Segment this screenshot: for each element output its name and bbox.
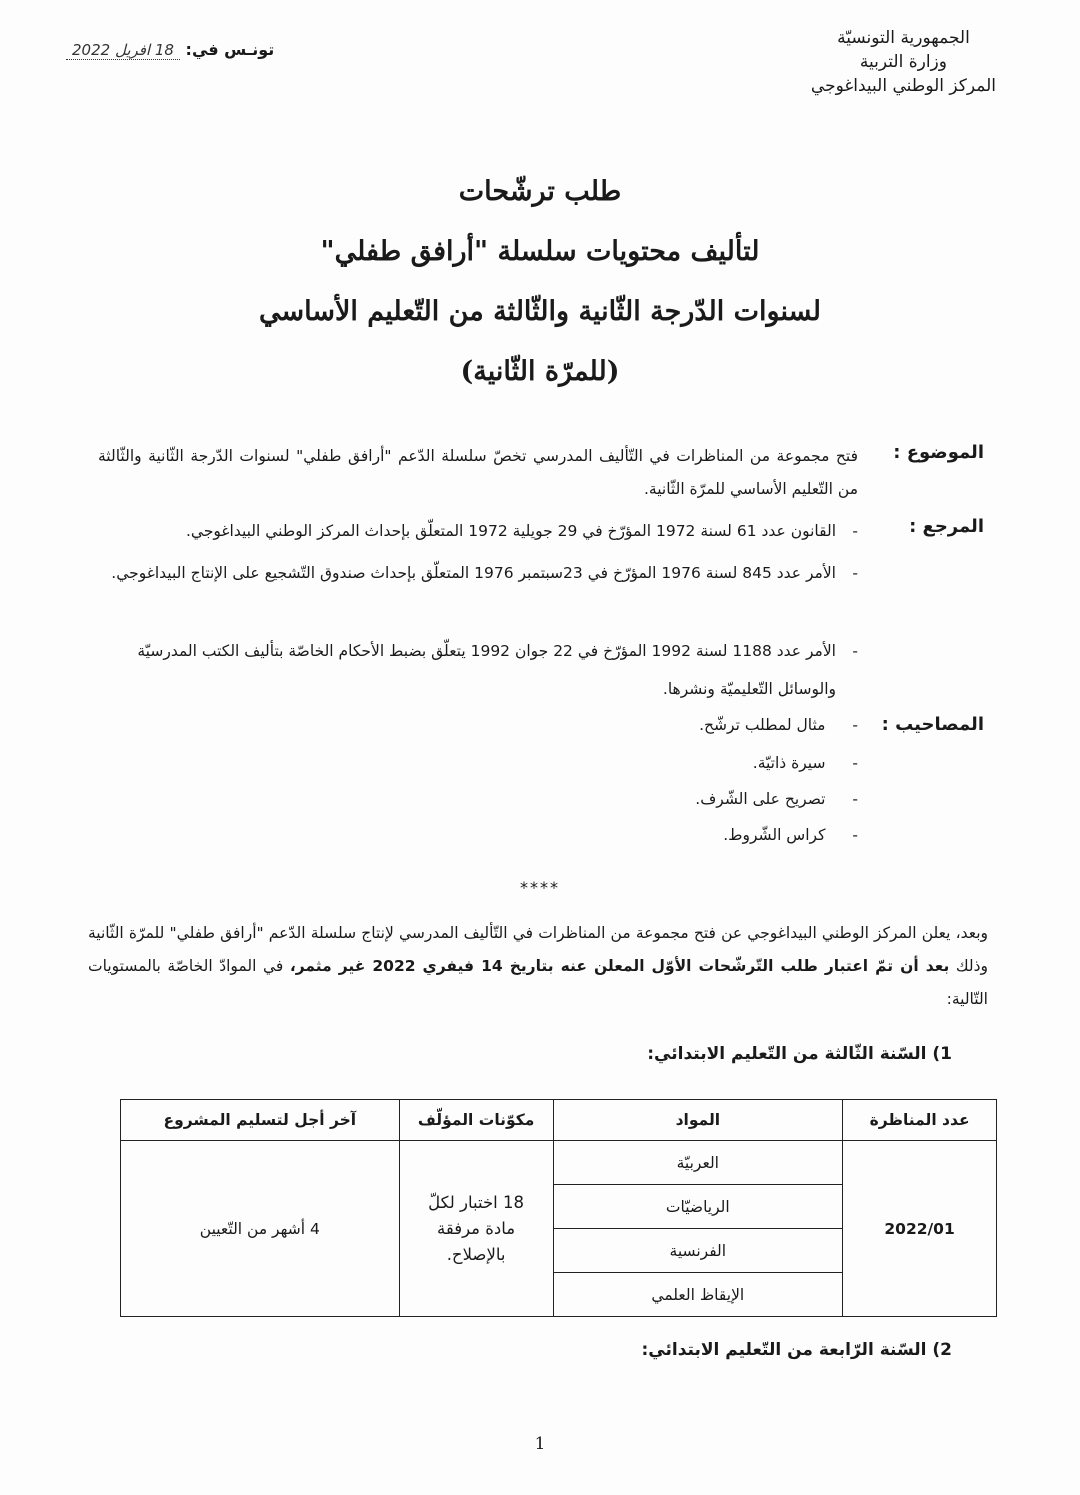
announcement-paragraph — [88, 917, 988, 1016]
attachment-item — [695, 790, 858, 808]
document-title — [0, 162, 1080, 402]
reference-item — [102, 632, 858, 708]
contest-table — [120, 1099, 997, 1317]
republic-name: الجمهورية التونسيّة — [837, 28, 970, 48]
attachment-text: سيرة ذاتيّة. — [752, 754, 826, 772]
list-dash: - — [852, 754, 858, 772]
list-dash: - — [852, 826, 858, 844]
table-row — [121, 1141, 997, 1185]
list-dash: - — [852, 564, 858, 582]
title-line-2: لتأليف محتويات سلسلة "أرافق طفلي" — [320, 236, 760, 267]
date-line — [66, 40, 274, 59]
attachments-label: المصاحيب : — [881, 714, 984, 735]
reference-item — [102, 554, 858, 592]
subject-cell: الرياضيّات — [553, 1185, 843, 1229]
header-subjects: المواد — [553, 1100, 843, 1141]
attachment-text: مثال لمطلب ترشّح. — [699, 716, 826, 734]
announcement-part-1: وبعد، يعلن المركز الوطني البيداغوجي عن فتح مجموعة من المناظرات في التّأليف المدرسي لإنتاج سلسلة الدّعم "أرافق طفلي" للمرّة الثّانية وذلك — [88, 924, 989, 975]
section-1-title: السّنة الثّالثة من التّعليم الابتدائي: — [647, 1044, 927, 1064]
subject-text: فتح مجموعة من المناظرات في التّأليف المدرسي تخصّ سلسلة الدّعم "أرافق طفلي" لسنوات الدّرجة الثّانية والثّالثة من التّعليم الأساسي للمرّة الثّانية. — [98, 447, 858, 498]
subject-cell: الإيقاظ العلمي — [553, 1273, 843, 1317]
title-line-1: طلب ترشّحات — [458, 176, 622, 207]
components-cell: 18 اختبار لكلّ مادة مرفقة بالإصلاح. — [399, 1141, 553, 1317]
reference-item — [102, 512, 858, 550]
ministry-name: وزارة التربية — [859, 52, 947, 72]
contest-number-cell: 2022/01 — [843, 1141, 997, 1317]
section-2-number: 2) — [932, 1340, 952, 1360]
attachment-text: تصريح على الشّرف. — [695, 790, 826, 808]
page-number: 1 — [534, 1434, 546, 1454]
table-header-row — [121, 1100, 997, 1141]
header-components: مكوّنات المؤلّف — [399, 1100, 553, 1141]
attachment-item — [699, 716, 858, 734]
references-label: المرجع : — [909, 516, 984, 537]
attachment-text: كراس الشّروط. — [723, 826, 826, 844]
list-dash: - — [852, 790, 858, 808]
header-contest-number: عدد المناظرة — [843, 1100, 997, 1141]
subject-cell: العربيّة — [553, 1141, 843, 1185]
title-line-4: (للمرّة الثّانية) — [460, 356, 620, 387]
section-2-title: السّنة الرّابعة من التّعليم الابتدائي: — [641, 1340, 927, 1360]
subject-cell: الفرنسية — [553, 1229, 843, 1273]
center-name: المركز الوطني البيداغوجي — [810, 76, 996, 96]
attachment-item — [753, 754, 858, 772]
reference-text: الأمر عدد 1188 لسنة 1992 المؤرّخ في 22 جوان 1992 يتعلّق بضبط الأحكام الخاصّة بتأليف الكتب المدرسيّة والوسائل التّعليميّة ونشرها. — [137, 642, 836, 698]
header-deadline: آخر أجل لتسليم المشروع — [121, 1100, 400, 1141]
date-value: 18 افريل 2022 — [66, 41, 180, 60]
list-dash: - — [852, 642, 858, 660]
section-2-heading — [642, 1340, 953, 1360]
list-dash: - — [852, 522, 858, 540]
section-separator: **** — [520, 878, 560, 897]
deadline-cell: 4 أشهر من التّعيين — [121, 1141, 400, 1317]
issuer-header — [811, 26, 996, 98]
attachment-item — [723, 826, 858, 844]
reference-text: الأمر عدد 845 لسنة 1976 المؤرّخ في 23سبتمبر 1976 المتعلّق بإحداث صندوق التّشجيع على الإنتاج البيداغوجي. — [111, 564, 836, 582]
list-dash: - — [852, 716, 858, 734]
announcement-bold: بعد أن تمّ اعتبار طلب التّرشّحات الأوّل المعلن عنه بتاريخ 14 فيفري 2022 غير مثمر، — [289, 957, 950, 975]
section-1-number: 1) — [932, 1044, 952, 1064]
subject-label: الموضوع : — [893, 442, 984, 463]
reference-text: القانون عدد 61 لسنة 1972 المؤرّخ في 29 جويلية 1972 المتعلّق بإحداث المركز الوطني البيداغوجي. — [185, 522, 836, 540]
title-line-3: لسنوات الدّرجة الثّانية والثّالثة من التّعليم الأساسي — [259, 296, 821, 327]
date-label: تونـس في: — [185, 40, 275, 59]
announcement-part-2: في الموادّ الخاصّة بالمستويات التّالية: — [88, 957, 988, 1008]
section-1-heading — [647, 1044, 952, 1064]
